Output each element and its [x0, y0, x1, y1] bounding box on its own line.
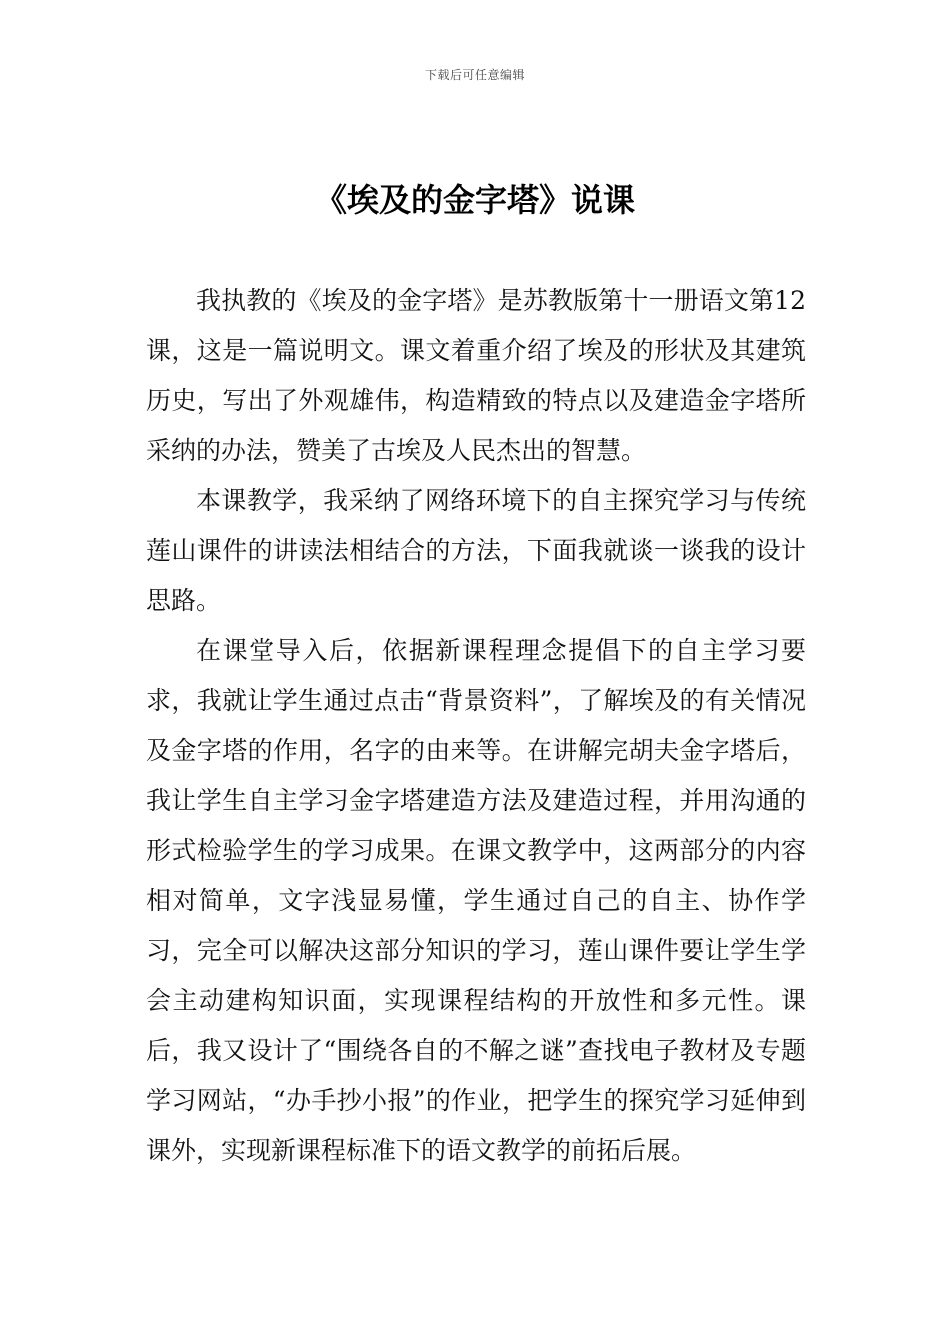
document-title: 《埃及的金字塔》说课: [314, 181, 635, 219]
paragraph-method: 本课教学，我采纳了网络环境下的自主探究学习与传统莲山课件的讲读法相结合的方法，下面我就谈一谈我的设计思路。: [146, 486, 806, 615]
header-note: 下载后可任意编辑: [424, 68, 525, 82]
paragraph-intro: 我执教的《埃及的金字塔》是苏教版第十一册语文第12课，这是一篇说明文。课文着重介绍了埃及的形状及其建筑历史，写出了外观雄伟，构造精致的特点以及建造金字塔所采纳的办法，赞美了古埃及人民杰出的智慧。: [146, 286, 806, 465]
document-body: [146, 276, 806, 1176]
paragraph-design: 在课堂导入后，依据新课程理念提倡下的自主学习要求，我就让学生通过点击“背景资料”，了解埃及的有关情况及金字塔的作用，名字的由来等。在讲解完胡夫金字塔后，我让学生自主学习金字塔建造方法及建造过程，并用沟通的形式检验学生的学习成果。在课文教学中，这两部分的内容相对简单，文字浅显易懂，学生通过自己的自主、协作学习，完全可以解决这部分知识的学习，莲山课件要让学生学会主动建构知识面，实现课程结构的开放性和多元性。课后，我又设计了“围绕各自的不解之谜”查找电子教材及专题学习网站，“办手抄小报”的作业，把学生的探究学习延伸到课外，实现新课程标准下的语文教学的前拓后展。: [146, 636, 806, 1165]
